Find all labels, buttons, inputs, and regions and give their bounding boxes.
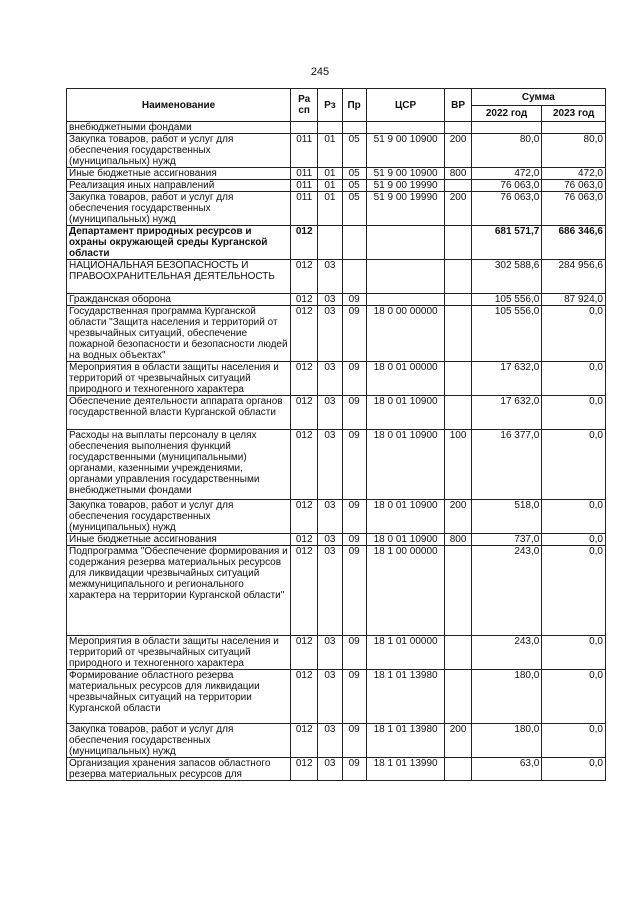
row-rz [318,226,342,260]
table-row [67,122,606,134]
row-pr: 05 [342,168,366,180]
row-vr: 200 [445,134,471,168]
row-sum-2022: 16 377,0 [471,430,542,500]
row-csr: 18 1 01 13980 [366,670,445,724]
row-sum-2023: 0,0 [542,670,606,724]
row-rz: 01 [318,192,342,226]
row-rz: 03 [318,306,342,362]
header-csr: ЦСР [366,89,445,122]
table-row [67,192,606,226]
row-sum-2023: 0,0 [542,636,606,670]
row-csr [366,226,445,260]
row-rasp: 012 [291,670,318,724]
row-pr: 09 [342,430,366,500]
table-body [67,122,606,781]
table-row [67,546,606,636]
row-csr: 18 0 01 10900 [366,430,445,500]
row-pr [342,260,366,294]
row-name: Иные бюджетные ассигнования [67,534,291,546]
table-row [67,362,606,396]
row-sum-2023: 0,0 [542,362,606,396]
row-sum-2022: 17 632,0 [471,362,542,396]
row-vr: 200 [445,192,471,226]
row-rasp: 012 [291,724,318,758]
header-rasp: Ра сп [291,89,318,122]
row-name: Закупка товаров, работ и услуг для обеспечения государственных (муниципальных) нужд [67,500,291,534]
row-sum-2022: 76 063,0 [471,192,542,226]
header-sum: Сумма [471,89,605,106]
row-rz: 03 [318,362,342,396]
row-sum-2023: 80,0 [542,134,606,168]
header-name: Наименование [67,89,291,122]
table-row [67,294,606,306]
table-row [67,534,606,546]
row-pr: 09 [342,362,366,396]
row-name: Закупка товаров, работ и услуг для обеспечения государственных (муниципальных) нужд [67,724,291,758]
table-row [67,226,606,260]
row-name: Подпрограмма "Обеспечение формирования и содержания резерва материальных ресурсов для ликвидации чрезвычайных ситуаций межмуниципального и регионального характера на территории Курганской области" [67,546,291,636]
row-sum-2022: 243,0 [471,636,542,670]
budget-table [66,88,606,781]
row-pr: 09 [342,670,366,724]
row-sum-2023: 686 346,6 [542,226,606,260]
row-pr: 09 [342,396,366,430]
row-rasp: 011 [291,192,318,226]
row-pr: 09 [342,636,366,670]
row-sum-2022: 105 556,0 [471,306,542,362]
row-rasp: 011 [291,180,318,192]
row-vr [445,122,471,134]
row-sum-2022: 737,0 [471,534,542,546]
table-row [67,758,606,781]
row-csr [366,260,445,294]
table-row [67,636,606,670]
row-csr: 51 9 00 19990 [366,192,445,226]
row-pr: 09 [342,306,366,362]
row-sum-2022: 76 063,0 [471,180,542,192]
row-name: Закупка товаров, работ и услуг для обеспечения государственных (муниципальных) нужд [67,134,291,168]
row-csr: 18 0 01 10900 [366,534,445,546]
row-name: НАЦИОНАЛЬНАЯ БЕЗОПАСНОСТЬ И ПРАВООХРАНИТЕЛЬНАЯ ДЕЯТЕЛЬНОСТЬ [67,260,291,294]
header-2023: 2023 год [542,106,606,122]
row-sum-2022 [471,122,542,134]
row-vr: 800 [445,534,471,546]
row-sum-2022: 681 571,7 [471,226,542,260]
row-sum-2023: 0,0 [542,758,606,781]
row-csr: 51 9 00 10900 [366,168,445,180]
row-csr [366,294,445,306]
row-vr [445,260,471,294]
row-pr: 09 [342,534,366,546]
row-rasp: 012 [291,294,318,306]
row-name: Расходы на выплаты персоналу в целях обеспечения выполнения функций государственными (муниципальными) органами, казенными учреждениями, органами управления государственными внебюджетными фондами [67,430,291,500]
row-vr [445,636,471,670]
row-pr [342,122,366,134]
row-pr: 05 [342,192,366,226]
row-rz: 03 [318,758,342,781]
page-number: 245 [310,66,330,78]
row-vr [445,758,471,781]
row-sum-2022: 63,0 [471,758,542,781]
row-name: Департамент природных ресурсов и охраны окружающей среды Курганской области [67,226,291,260]
row-rz: 03 [318,396,342,430]
row-rz [318,122,342,134]
row-pr [342,226,366,260]
header-pr: Пр [342,89,366,122]
row-pr: 09 [342,758,366,781]
row-rasp [291,122,318,134]
row-sum-2023: 0,0 [542,430,606,500]
row-pr: 05 [342,180,366,192]
row-vr [445,546,471,636]
header-rz: Рз [318,89,342,122]
row-vr: 200 [445,500,471,534]
row-vr [445,226,471,260]
header-vr: ВР [445,89,471,122]
row-rasp: 011 [291,168,318,180]
row-csr: 18 1 00 00000 [366,546,445,636]
row-rz: 03 [318,260,342,294]
row-sum-2022: 180,0 [471,670,542,724]
row-name: Мероприятия в области защиты населения и территорий от чрезвычайных ситуаций природного и техногенного характера [67,362,291,396]
row-rz: 01 [318,134,342,168]
row-csr [366,122,445,134]
row-rz: 03 [318,430,342,500]
row-csr: 51 9 00 19990 [366,180,445,192]
table-row [67,430,606,500]
row-rasp: 012 [291,430,318,500]
row-csr: 18 0 01 10900 [366,500,445,534]
row-vr [445,670,471,724]
row-sum-2023: 87 924,0 [542,294,606,306]
row-rz: 03 [318,546,342,636]
row-csr: 18 1 01 13980 [366,724,445,758]
row-name: Государственная программа Курганской области "Защита населения и территорий от чрезвычайных ситуаций, обеспечение пожарной безопасности и безопасности людей на водных объектах" [67,306,291,362]
row-rasp: 012 [291,758,318,781]
row-vr: 200 [445,724,471,758]
row-sum-2023: 0,0 [542,534,606,546]
row-sum-2022: 472,0 [471,168,542,180]
row-vr: 100 [445,430,471,500]
row-rz: 01 [318,180,342,192]
row-csr: 18 1 01 00000 [366,636,445,670]
row-rasp: 012 [291,362,318,396]
table-row [67,670,606,724]
row-sum-2023: 0,0 [542,500,606,534]
row-rz: 03 [318,500,342,534]
row-vr [445,294,471,306]
row-sum-2022: 518,0 [471,500,542,534]
row-sum-2023: 472,0 [542,168,606,180]
row-csr: 51 9 00 10900 [366,134,445,168]
row-name: Гражданская оборона [67,294,291,306]
table-row [67,396,606,430]
row-sum-2023: 76 063,0 [542,180,606,192]
row-csr: 18 1 01 13990 [366,758,445,781]
table-row [67,500,606,534]
row-rasp: 012 [291,260,318,294]
row-sum-2022: 302 588,6 [471,260,542,294]
table-row [67,180,606,192]
row-name: Мероприятия в области защиты населения и территорий от чрезвычайных ситуаций природного и техногенного характера [67,636,291,670]
row-vr [445,306,471,362]
row-vr [445,362,471,396]
row-sum-2023: 0,0 [542,306,606,362]
row-sum-2023: 0,0 [542,546,606,636]
row-rz: 03 [318,724,342,758]
row-sum-2023: 0,0 [542,724,606,758]
row-sum-2022: 243,0 [471,546,542,636]
row-sum-2022: 180,0 [471,724,542,758]
row-name: внебюджетными фондами [67,122,291,134]
row-name: Закупка товаров, работ и услуг для обеспечения государственных (муниципальных) нужд [67,192,291,226]
table-row [67,260,606,294]
row-csr: 18 0 00 00000 [366,306,445,362]
row-rasp: 012 [291,636,318,670]
row-pr: 09 [342,500,366,534]
row-sum-2022: 17 632,0 [471,396,542,430]
row-pr: 09 [342,724,366,758]
row-rz: 03 [318,534,342,546]
row-rasp: 012 [291,226,318,260]
table-row [67,168,606,180]
table-row [67,134,606,168]
row-sum-2023: 0,0 [542,396,606,430]
row-vr [445,396,471,430]
row-rasp: 012 [291,500,318,534]
row-pr: 09 [342,294,366,306]
row-name: Формирование областного резерва материальных ресурсов для ликвидации чрезвычайных ситуаций на территории Курганской области [67,670,291,724]
header-2022: 2022 год [471,106,542,122]
table-row [67,306,606,362]
row-sum-2022: 80,0 [471,134,542,168]
row-rz: 03 [318,636,342,670]
table-row [67,724,606,758]
row-vr [445,180,471,192]
row-pr: 09 [342,546,366,636]
row-vr: 800 [445,168,471,180]
row-rz: 01 [318,168,342,180]
row-rz: 03 [318,294,342,306]
row-rz: 03 [318,670,342,724]
row-csr: 18 0 01 00000 [366,362,445,396]
row-name: Организация хранения запасов областного резерва материальных ресурсов для [67,758,291,781]
row-csr: 18 0 01 10900 [366,396,445,430]
row-rasp: 012 [291,546,318,636]
row-sum-2022: 105 556,0 [471,294,542,306]
row-rasp: 012 [291,534,318,546]
row-name: Реализация иных направлений [67,180,291,192]
row-sum-2023 [542,122,606,134]
row-sum-2023: 284 956,6 [542,260,606,294]
row-sum-2023: 76 063,0 [542,192,606,226]
row-rasp: 011 [291,134,318,168]
row-pr: 05 [342,134,366,168]
row-name: Обеспечение деятельности аппарата органов государственной власти Курганской области [67,396,291,430]
row-rasp: 012 [291,306,318,362]
row-rasp: 012 [291,396,318,430]
row-name: Иные бюджетные ассигнования [67,168,291,180]
